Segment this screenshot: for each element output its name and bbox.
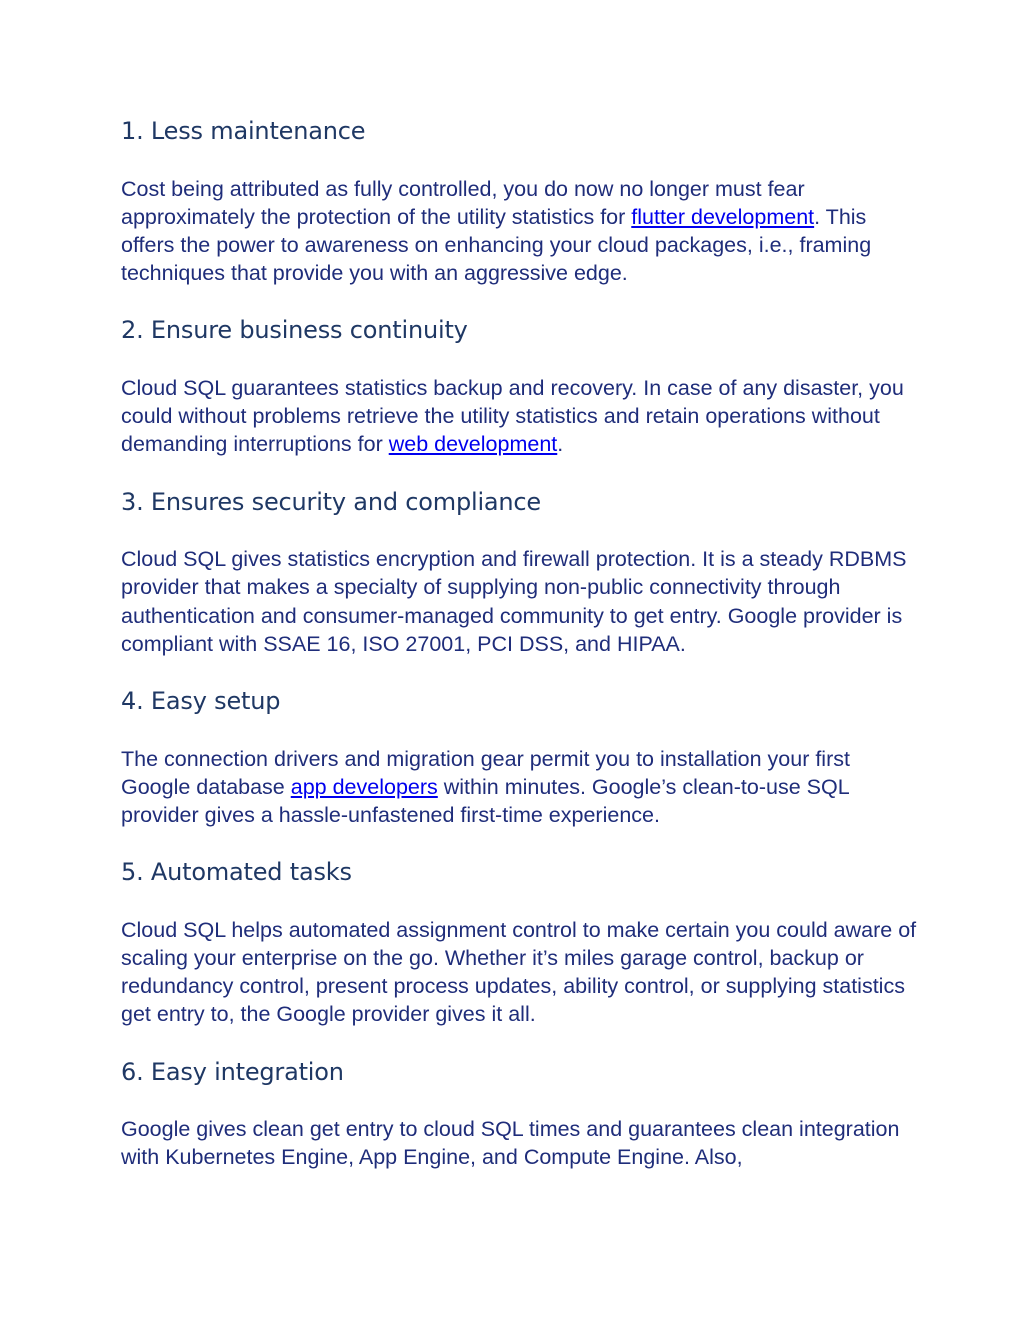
section-paragraph (121, 374, 921, 459)
paragraph-text: Cloud SQL gives statistics encryption and firewall protection. It is a steady RDBMS provider that makes a specialty of supplying non-public connectivity through authentication and consumer-managed community to get entry. Google provider is compliant with SSAE 16, ISO 27001, PCI DSS, and HIPAA. (121, 547, 907, 656)
section-heading: 1. Less maintenance (121, 117, 366, 145)
section-paragraph (121, 916, 921, 1029)
paragraph-text: Cloud SQL helps automated assignment control to make certain you could aware of scaling your enterprise on the go. Whether it’s miles garage control, backup or redundancy control, present process updates, ability control, or supplying statistics get entry to, the Google provider gives it all. (121, 917, 917, 1027)
section-paragraph (121, 1115, 921, 1171)
section-paragraph (121, 745, 921, 830)
section-automated-tasks (121, 859, 921, 1028)
document-page (121, 118, 921, 1202)
section-heading: 5. Automated tasks (121, 858, 352, 887)
section-paragraph (121, 175, 921, 288)
paragraph-text: Cloud SQL guarantees statistics backup and recovery. In case of any disaster, you could without problems retrieve the utility statistics and retain operations without demanding interruptions for (121, 376, 904, 457)
section-business-continuity (121, 317, 921, 458)
web-development-link[interactable]: web development (388, 432, 558, 457)
paragraph-text: . This offers the power to awareness on enhancing your cloud packages, i.e., framing techniques that provide you with an aggressive edge. (121, 204, 872, 286)
app-developers-link[interactable]: app developers (290, 774, 438, 799)
paragraph-text: . (557, 432, 564, 457)
section-easy-setup (121, 688, 921, 829)
section-heading: 4. Easy setup (121, 687, 281, 716)
paragraph-text: Google gives clean get entry to cloud SQL times and guarantees clean integration with Kubernetes Engine, App Engine, and Compute Engine. Also, (121, 1117, 900, 1170)
section-easy-integration (121, 1059, 921, 1172)
flutter-development-link[interactable]: flutter development (631, 204, 815, 229)
section-heading: 6. Easy integration (121, 1057, 344, 1086)
section-security-compliance (121, 489, 921, 658)
section-paragraph (121, 545, 921, 658)
section-less-maintenance (121, 118, 921, 287)
paragraph-text: Cost being attributed as fully controlled, you do now no longer must fear approximately the protection of the utility statistics for (121, 176, 805, 229)
paragraph-text: The connection drivers and migration gear permit you to installation your first Google database (121, 746, 850, 799)
section-heading: 2. Ensure business continuity (121, 316, 468, 345)
section-heading: 3. Ensures security and compliance (121, 487, 541, 516)
paragraph-text: within minutes. Google’s clean-to-use SQL provider gives a hassle-unfastened first-time experience. (121, 774, 849, 828)
